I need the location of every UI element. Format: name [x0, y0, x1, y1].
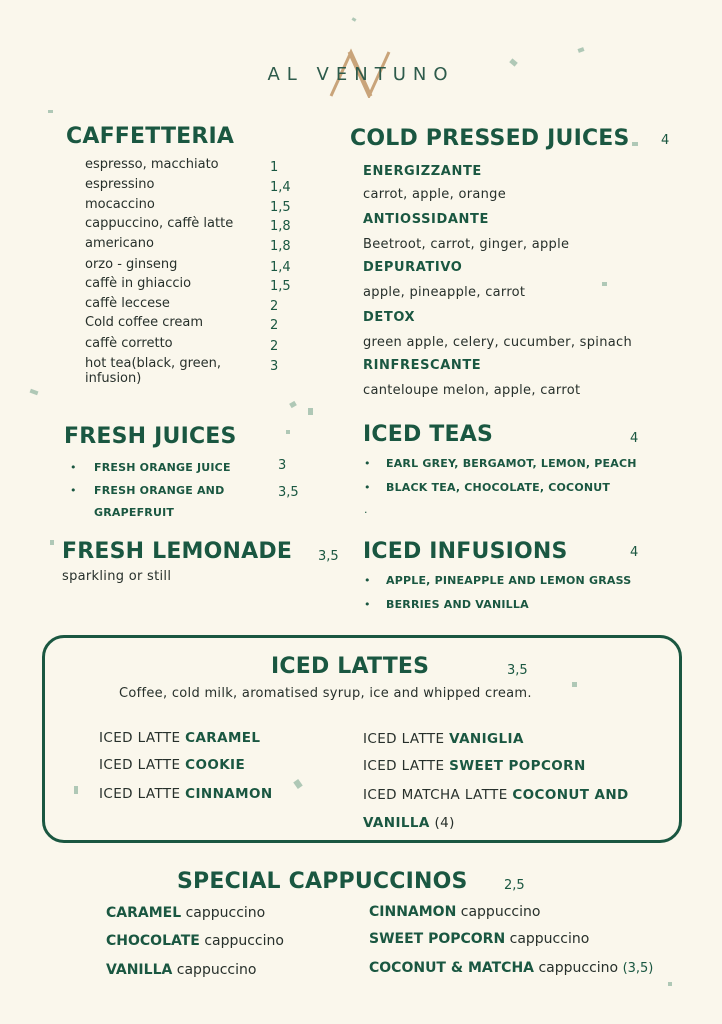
caffetteria-item-name: caffè leccese [85, 296, 170, 311]
fresh-lemonade-price: 3,5 [318, 549, 339, 564]
fresh-lemonade-desc: sparkling or still [62, 569, 172, 584]
caffetteria-item-name: caffè in ghiaccio [85, 276, 192, 291]
cold-pressed-item-desc: green apple, celery, cucumber, spinach [363, 335, 633, 350]
cold-pressed-item-desc: carrot, apple, orange [363, 187, 507, 202]
cold-pressed-item-name: RINFRESCANTE [363, 358, 482, 373]
cold-pressed-item-desc: Beetroot, carrot, ginger, apple [363, 237, 570, 252]
caffetteria-item-name: cappuccino, caffè latte [85, 216, 234, 231]
fresh-lemonade-title: FRESH LEMONADE [62, 539, 293, 564]
cappuccino-item: SWEET POPCORN cappuccino [369, 931, 590, 947]
cold-pressed-price: 4 [661, 133, 670, 148]
iced-infusions-price: 4 [630, 545, 639, 560]
iced-teas-price: 4 [630, 431, 639, 446]
special-cappuccinos-price: 2,5 [504, 878, 525, 893]
bullet-dot: • [364, 574, 371, 587]
cappuccino-item: CINNAMON cappuccino [369, 904, 541, 920]
iced-infusions-title: ICED INFUSIONS [363, 539, 568, 564]
cappuccino-item: CHOCOLATE cappuccino [106, 933, 284, 949]
cold-pressed-item-name: ENERGIZZANTE [363, 164, 482, 179]
cold-pressed-item-desc: apple, pineapple, carrot [363, 285, 526, 300]
cold-pressed-item-name: DEPURATIVO [363, 260, 463, 275]
iced-latte-item: ICED LATTE CINNAMON [99, 786, 273, 802]
iced-infusion-item: BERRIES AND VANILLA [386, 598, 529, 611]
iced-latte-item: ICED LATTE COOKIE [99, 757, 246, 773]
bullet-dot: • [364, 457, 371, 470]
cold-pressed-item-name: ANTIOSSIDANTE [363, 212, 489, 227]
cold-pressed-item-name: DETOX [363, 310, 416, 325]
bullet-dot: • [364, 598, 371, 611]
caffetteria-item-name: espressino [85, 177, 155, 192]
caffetteria-item-price: 1,5 [270, 279, 291, 294]
iced-lattes-price: 3,5 [507, 663, 528, 678]
caffetteria-item-price: 1,5 [270, 200, 291, 215]
fresh-juice-item: FRESH ORANGE AND [94, 484, 225, 497]
fresh-juice-price: 3 [278, 458, 287, 473]
caffetteria-last-line: infusion) [85, 371, 142, 386]
caffetteria-item-price: 1,8 [270, 239, 291, 254]
fresh-juices-title: FRESH JUICES [64, 424, 237, 449]
cappuccino-item: VANILLA cappuccino [106, 962, 257, 978]
iced-tea-item: EARL GREY, BERGAMOT, LEMON, PEACH [386, 457, 637, 470]
bullet-dot: • [364, 481, 371, 494]
iced-tea-item: BLACK TEA, CHOCOLATE, COCONUT [386, 481, 611, 494]
bullet-dot: • [70, 484, 77, 497]
iced-matcha-latte-item-cont: VANILLA (4) [363, 815, 455, 831]
caffetteria-item-price: 3 [270, 359, 279, 374]
caffetteria-item-price: 1,8 [270, 219, 291, 234]
caffetteria-title: CAFFETTERIA [66, 124, 235, 149]
iced-lattes-desc: Coffee, cold milk, aromatised syrup, ice and whipped cream. [119, 686, 532, 701]
iced-infusion-item: APPLE, PINEAPPLE AND LEMON GRASS [386, 574, 632, 587]
fresh-juice-item: FRESH ORANGE JUICE [94, 461, 231, 474]
caffetteria-item-price: 2 [270, 318, 279, 333]
caffetteria-item-name: espresso, macchiato [85, 157, 219, 172]
iced-latte-item: ICED LATTE SWEET POPCORN [363, 758, 586, 774]
caffetteria-item-price: 1,4 [270, 180, 291, 195]
cold-pressed-item-desc: canteloupe melon, apple, carrot [363, 383, 581, 398]
cappuccino-item: COCONUT & MATCHA cappuccino (3,5) [369, 960, 654, 976]
caffetteria-item-price: 1,4 [270, 260, 291, 275]
iced-teas-trailing: . [364, 503, 368, 516]
cappuccino-item: CARAMEL cappuccino [106, 905, 266, 921]
caffetteria-item-name: Cold coffee cream [85, 315, 204, 330]
iced-latte-item: ICED LATTE CARAMEL [99, 730, 261, 746]
caffetteria-item-name: caffè corretto [85, 336, 173, 351]
iced-matcha-latte-item: ICED MATCHA LATTE COCONUT AND [363, 787, 629, 803]
iced-teas-title: ICED TEAS [363, 422, 493, 447]
caffetteria-item-name: hot tea(black, green, [85, 356, 222, 371]
caffetteria-item-price: 2 [270, 339, 279, 354]
iced-latte-item: ICED LATTE VANIGLIA [363, 731, 524, 747]
brand-logo [0, 44, 722, 104]
caffetteria-item-name: americano [85, 236, 154, 251]
fresh-juice-continuation: GRAPEFRUIT [94, 506, 175, 519]
cold-pressed-title: COLD PRESSED JUICES [350, 126, 630, 151]
fresh-juice-price: 3,5 [278, 485, 299, 500]
caffetteria-item-price: 1 [270, 160, 279, 175]
bullet-dot: • [70, 461, 77, 474]
caffetteria-item-name: mocaccino [85, 197, 155, 212]
caffetteria-item-name: orzo - ginseng [85, 257, 178, 272]
special-cappuccinos-title: SPECIAL CAPPUCCINOS [177, 869, 468, 894]
iced-lattes-title: ICED LATTES [271, 654, 430, 679]
caffetteria-item-price: 2 [270, 299, 279, 314]
brand-name: AL VENTUNO [267, 64, 455, 85]
